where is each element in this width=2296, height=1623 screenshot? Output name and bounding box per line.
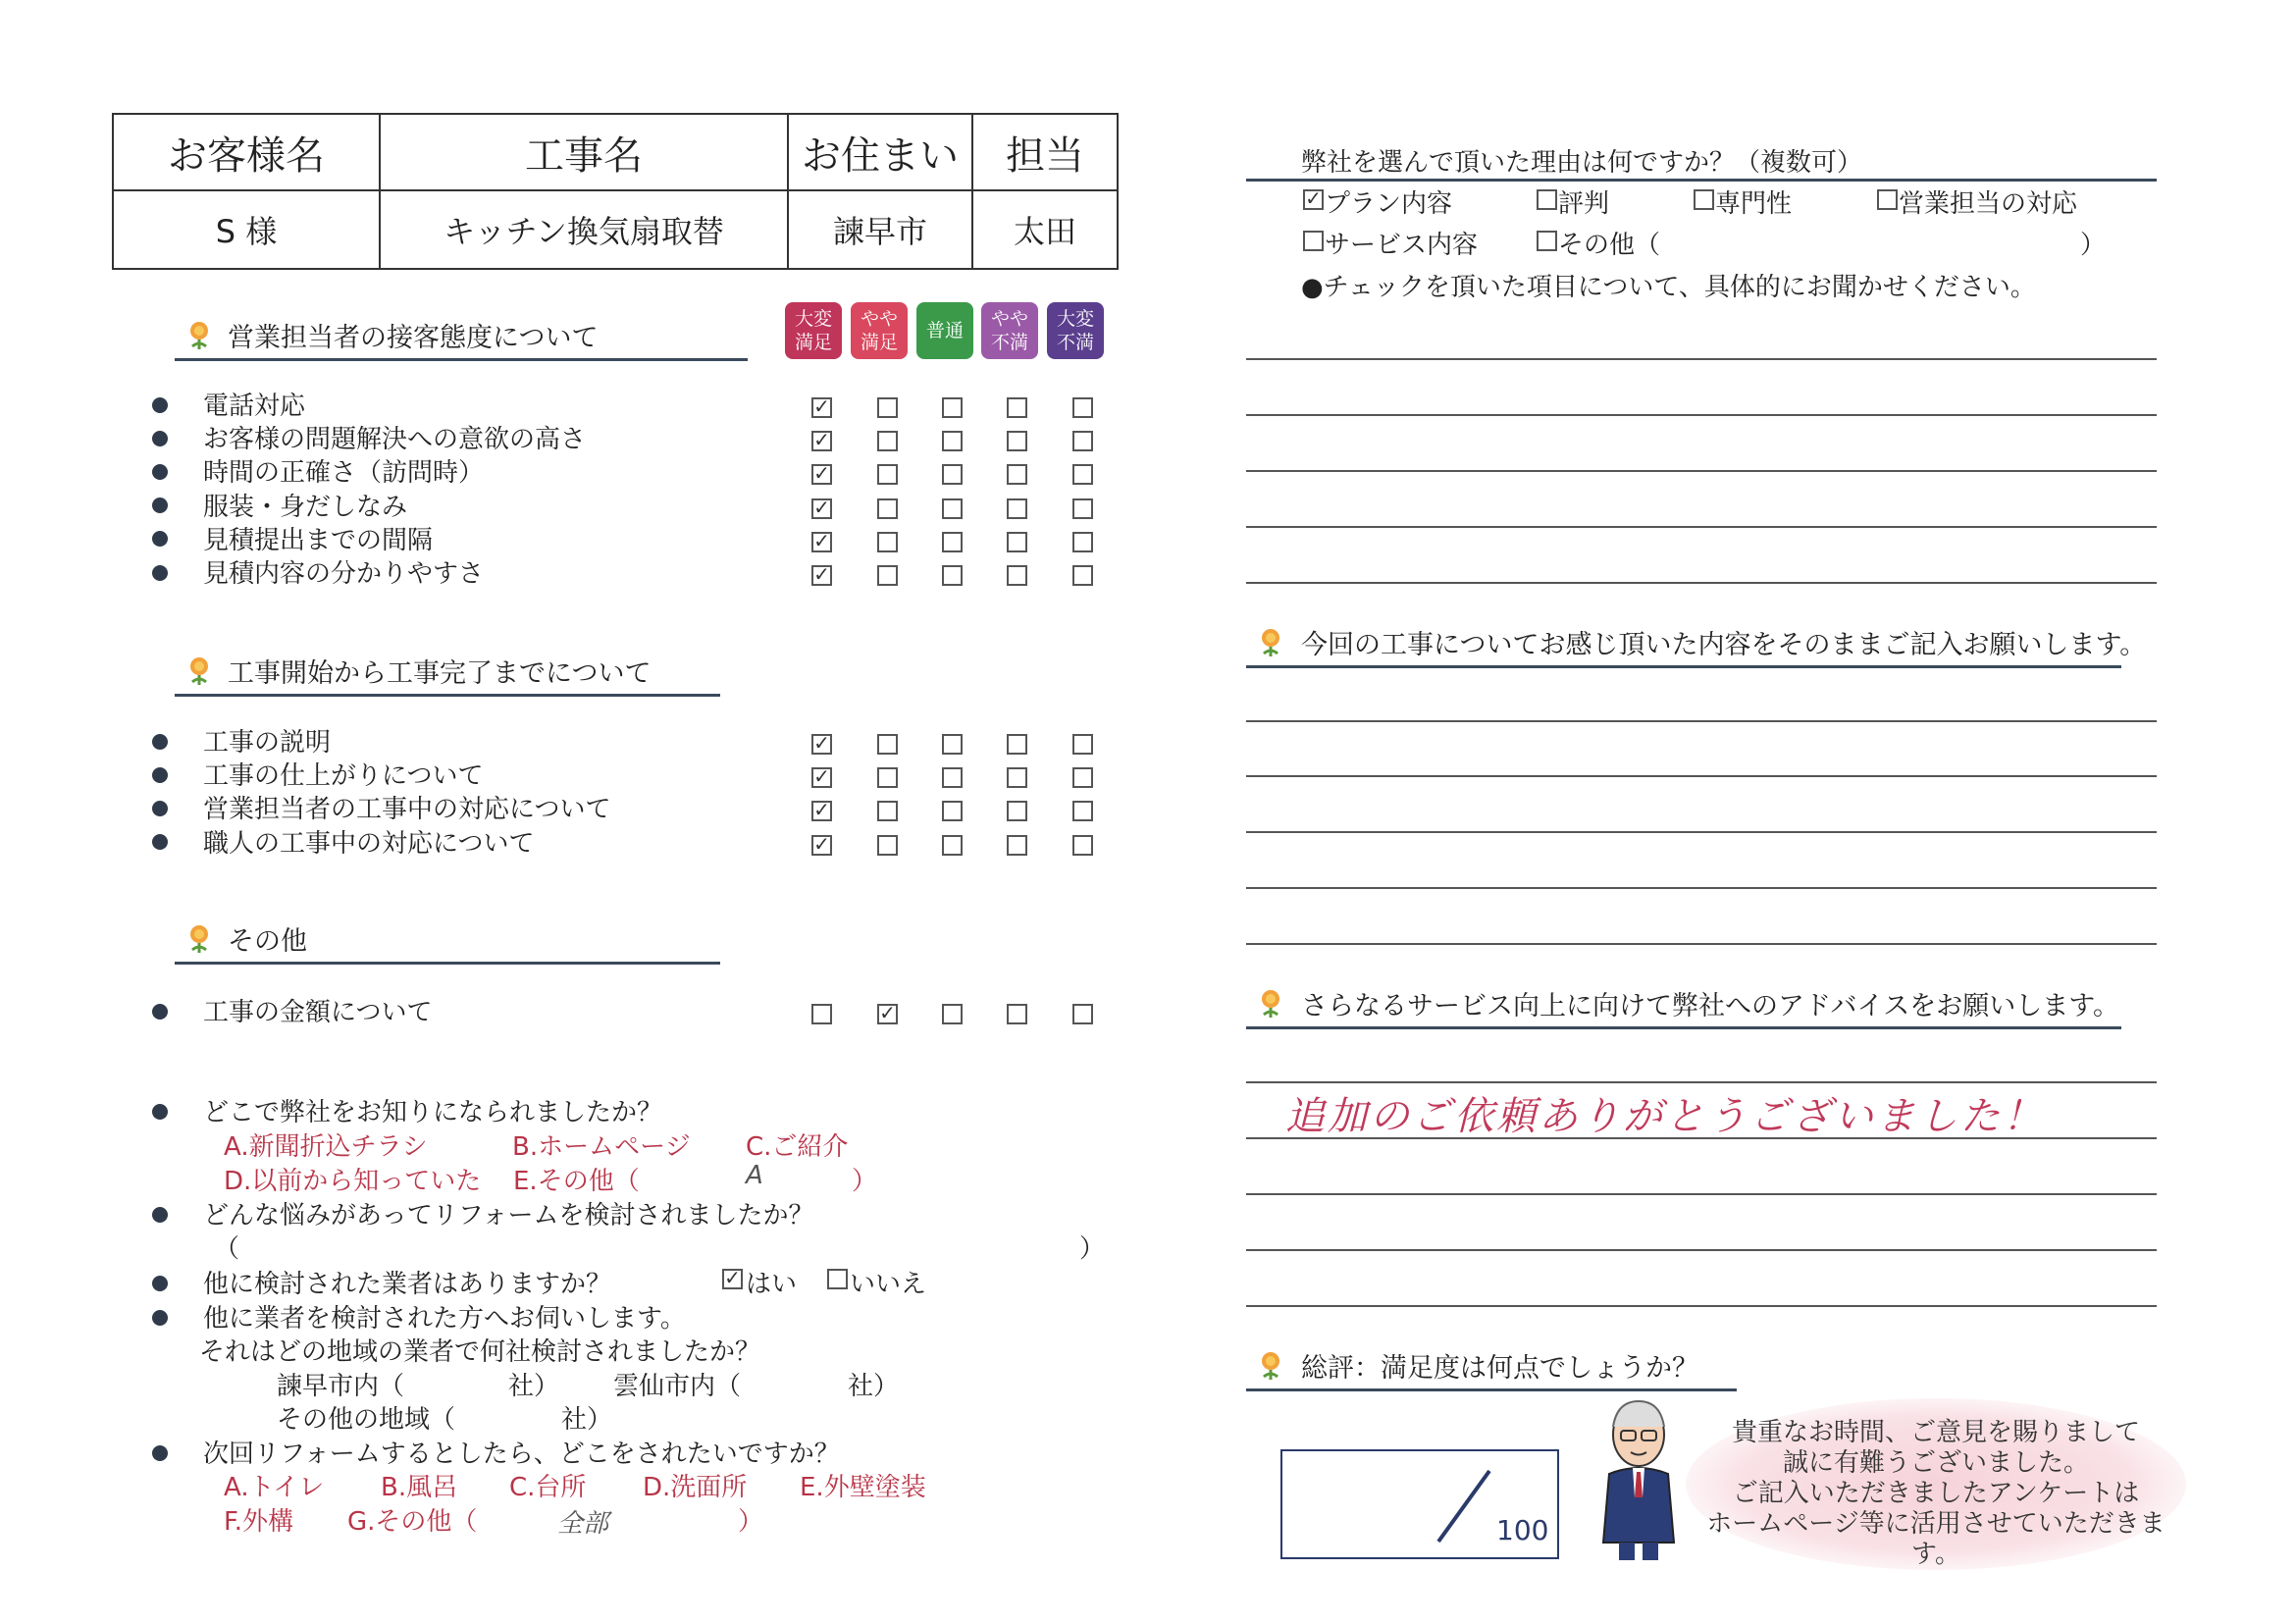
- section-sales-heading: [175, 319, 748, 361]
- next-opt-g[interactable]: G.その他（: [347, 1507, 478, 1537]
- reason-expertise-checkbox[interactable]: [1694, 189, 1714, 210]
- rating-checkbox[interactable]: [877, 498, 898, 519]
- rating-checkbox[interactable]: [877, 532, 898, 552]
- rating-item: [152, 423, 586, 456]
- rating-checkbox[interactable]: ✓: [811, 801, 832, 821]
- rating-checkbox[interactable]: [877, 835, 898, 856]
- flower-icon: [1256, 626, 1285, 659]
- section-work-title: 工事開始から工事完了までについて: [228, 658, 652, 689]
- rating-checkbox[interactable]: [1007, 734, 1027, 755]
- bullet-icon: [152, 1207, 168, 1223]
- source-opt-e-close: ）: [852, 1167, 878, 1196]
- question-next: 次回リフォームするとしたら、どこをされたいですか？: [152, 1434, 840, 1470]
- rating-item-label: 見積内容の分かりやすさ: [203, 559, 485, 589]
- reason-other-checkbox[interactable]: [1537, 231, 1557, 251]
- work-label: 工事名: [380, 114, 788, 190]
- rating-badge-1: 大変 満足: [785, 302, 842, 359]
- impression-answer-line[interactable]: [1246, 831, 2157, 833]
- rating-checkbox[interactable]: ✓: [811, 565, 832, 586]
- question-competitor-area: 他に業者を検討された方へお伺いします。: [152, 1298, 686, 1335]
- rating-checkbox[interactable]: ✓: [811, 498, 832, 519]
- residence-label: お住まい: [788, 114, 972, 190]
- next-opt-g-answer[interactable]: 全部: [557, 1509, 609, 1539]
- bullet-icon: [152, 734, 168, 750]
- rating-checkbox[interactable]: [942, 532, 963, 552]
- rating-item-label: 工事の説明: [203, 728, 332, 758]
- flower-icon: [1256, 1349, 1285, 1383]
- rating-item-label: 電話対応: [203, 392, 306, 421]
- source-opt-e[interactable]: E.その他（: [513, 1167, 640, 1196]
- others-area-label: その他の地域（: [277, 1405, 456, 1435]
- advice-answer-line[interactable]: [1246, 1081, 2157, 1083]
- rating-checkbox[interactable]: ✓: [811, 734, 832, 755]
- reason-answer-line[interactable]: [1246, 470, 2157, 472]
- work-value: キッチン換気扇取替: [380, 190, 788, 269]
- competitor-yes-checkbox[interactable]: ✓: [722, 1269, 743, 1289]
- section-sales-title: 営業担当者の接客態度について: [228, 323, 599, 353]
- advice-answer-line[interactable]: [1246, 1193, 2157, 1195]
- reason-service-checkbox[interactable]: [1303, 231, 1324, 251]
- advice-title: さらなるサービス向上に向けて弊社へのアドバイスをお願いします。: [1301, 991, 2120, 1021]
- unzen-label: 雲仙市内（: [613, 1372, 742, 1401]
- rating-checkbox[interactable]: [1072, 1004, 1093, 1024]
- bullet-icon: [152, 1310, 168, 1326]
- rating-item: [152, 827, 534, 861]
- rating-checkbox[interactable]: [1007, 431, 1027, 451]
- source-opt-c[interactable]: C.ご紹介: [746, 1132, 849, 1162]
- rating-item-label: 工事の金額について: [203, 998, 433, 1027]
- source-opt-e-answer[interactable]: A: [746, 1161, 763, 1190]
- flower-icon: [184, 922, 214, 956]
- next-opt-c[interactable]: C.台所: [509, 1473, 587, 1502]
- rating-item-label: 営業担当者の工事中の対応について: [203, 795, 611, 825]
- flower-icon: [184, 319, 214, 352]
- rating-checkbox[interactable]: [1007, 498, 1027, 519]
- rating-item: [152, 726, 331, 759]
- bullet-icon: [152, 464, 168, 480]
- source-opt-a[interactable]: A.新聞折込チラシ: [224, 1132, 428, 1162]
- rating-checkbox[interactable]: [1072, 801, 1093, 821]
- rating-item-label: 工事の仕上がりについて: [203, 761, 484, 792]
- isahaya-label: 諫早市内（: [277, 1372, 405, 1401]
- reason-expertise-label: 専門性: [1715, 189, 1793, 219]
- rating-checkbox[interactable]: [1007, 835, 1027, 856]
- rating-item-label: 時間の正確さ（訪問時）: [203, 458, 485, 489]
- flower-icon: [1256, 987, 1285, 1021]
- reason-detail-prompt: ●チェックを頂いた項目について、具体的にお聞かせください。: [1301, 273, 2036, 302]
- reason-plan-label: プラン内容: [1325, 189, 1453, 219]
- score-max: 100: [1496, 1514, 1549, 1546]
- next-opt-d[interactable]: D.洗面所: [643, 1473, 748, 1502]
- impression-answer-line[interactable]: [1246, 887, 2157, 889]
- bullet-icon: [152, 397, 168, 413]
- rating-checkbox[interactable]: [877, 801, 898, 821]
- bullet-icon: [152, 531, 168, 547]
- rating-checkbox[interactable]: [1007, 532, 1027, 552]
- reason-other-label: その他（: [1558, 231, 1661, 260]
- rating-item-label: 見積提出までの間隔: [203, 525, 434, 555]
- reason-sales-label: 営業担当の対応: [1899, 189, 2078, 219]
- rating-checkbox[interactable]: [1007, 1004, 1027, 1024]
- rating-checkbox[interactable]: [877, 431, 898, 451]
- rating-checkbox[interactable]: [1072, 498, 1093, 519]
- question-source: どこで弊社をお知りになられましたか？: [152, 1092, 662, 1128]
- rating-badge-2: やや 満足: [851, 302, 908, 359]
- rating-checkbox[interactable]: ✓: [811, 397, 832, 418]
- rating-badge-5: 大変 不満: [1047, 302, 1104, 359]
- rating-checkbox[interactable]: [1007, 397, 1027, 418]
- score-box[interactable]: [1280, 1449, 1559, 1559]
- rating-checkbox[interactable]: [1072, 565, 1093, 586]
- reason-answer-line[interactable]: [1246, 526, 2157, 528]
- rating-checkbox[interactable]: [1007, 767, 1027, 788]
- advice-heading: [1246, 987, 2121, 1029]
- rating-item-label: お客様の問題解決への意欲の高さ: [203, 425, 587, 455]
- reason-plan-checkbox[interactable]: ✓: [1303, 189, 1324, 210]
- reason-title-underline: [1246, 179, 2157, 182]
- rating-checkbox[interactable]: [877, 565, 898, 586]
- rating-checkbox[interactable]: [1007, 801, 1027, 821]
- reason-sales-checkbox[interactable]: [1877, 189, 1898, 210]
- rating-checkbox[interactable]: ✓: [811, 532, 832, 552]
- customer-value: S 様: [113, 190, 380, 269]
- competitor-yes-label: はい: [746, 1270, 798, 1299]
- rating-checkbox[interactable]: [1072, 734, 1093, 755]
- bullet-icon: [152, 1104, 168, 1120]
- isahaya-count-unit: 社）: [508, 1372, 560, 1401]
- reason-answer-line[interactable]: [1246, 582, 2157, 584]
- rating-item: [152, 793, 610, 826]
- competitor-no-checkbox[interactable]: [827, 1269, 848, 1289]
- bullet-icon: [152, 1276, 168, 1291]
- residence-value: 諫早市: [788, 190, 972, 269]
- bullet-icon: [152, 767, 168, 783]
- rating-checkbox[interactable]: [942, 734, 963, 755]
- impression-answer-line[interactable]: [1246, 775, 2157, 777]
- rating-item: [152, 524, 433, 557]
- reason-title: 弊社を選んで頂いた理由は何ですか？（複数可）: [1301, 148, 1863, 178]
- bullet-icon: [152, 1004, 168, 1020]
- rating-checkbox[interactable]: ✓: [811, 464, 832, 485]
- rating-item: [152, 996, 432, 1029]
- impression-answer-line[interactable]: [1246, 943, 2157, 945]
- rating-item: [152, 491, 407, 524]
- reason-other-close: ）: [2080, 231, 2107, 260]
- rating-checkbox[interactable]: [942, 565, 963, 586]
- rating-checkbox[interactable]: ✓: [811, 767, 832, 788]
- impression-title: 今回の工事についてお感じ頂いた内容をそのままご記入お願いします。: [1301, 630, 2147, 660]
- source-opt-d[interactable]: D.以前から知っていた: [224, 1167, 482, 1196]
- question-concern: どんな悩みがあってリフォームを検討されましたか？: [152, 1195, 813, 1231]
- bullet-icon: [152, 1445, 168, 1461]
- rating-checkbox[interactable]: [811, 1004, 832, 1024]
- rating-checkbox[interactable]: [942, 835, 963, 856]
- section-other-heading: [175, 922, 720, 965]
- rating-checkbox[interactable]: [1072, 431, 1093, 451]
- rating-checkbox[interactable]: [1072, 532, 1093, 552]
- rating-checkbox[interactable]: [942, 431, 963, 451]
- rating-checkbox[interactable]: ✓: [811, 835, 832, 856]
- flower-icon: [184, 654, 214, 688]
- advice-handwritten-answer: 追加のご依頼ありがとうございました！: [1285, 1094, 2045, 1139]
- rating-item: [152, 456, 484, 490]
- bullet-icon: [152, 801, 168, 816]
- rating-checkbox[interactable]: ✓: [811, 431, 832, 451]
- rating-checkbox[interactable]: [1072, 767, 1093, 788]
- customer-label: お客様名: [113, 114, 380, 190]
- next-opt-e[interactable]: E.外壁塗装: [800, 1473, 926, 1502]
- score-heading: [1246, 1349, 1737, 1391]
- reason-reputation-checkbox[interactable]: [1537, 189, 1557, 210]
- next-opt-f[interactable]: F.外構: [224, 1507, 294, 1537]
- rating-checkbox[interactable]: [877, 734, 898, 755]
- rating-checkbox[interactable]: [942, 397, 963, 418]
- rating-item: [152, 759, 483, 793]
- section-other-title: その他: [228, 926, 307, 957]
- next-opt-a[interactable]: A.トイレ: [224, 1473, 325, 1502]
- staff-value: 太田: [972, 190, 1118, 269]
- rating-badge-3: 普通: [916, 302, 973, 359]
- rating-checkbox[interactable]: [1072, 835, 1093, 856]
- rating-checkbox[interactable]: [1007, 464, 1027, 485]
- rating-checkbox[interactable]: ✓: [877, 1004, 898, 1024]
- bullet-icon: [152, 431, 168, 446]
- bullet-icon: [152, 565, 168, 581]
- thanks-message: 貴重なお時間、ご意見を賜りまして 誠に有難うございました。 ご記入いただきましたアンケートは ホームページ等に活用させていただきます。: [1706, 1418, 2166, 1569]
- score-slash-icon: [1435, 1467, 1493, 1545]
- competitor-no-label: いいえ: [850, 1270, 927, 1299]
- rating-badge-4: やや 不満: [981, 302, 1038, 359]
- others-count-unit: 社）: [561, 1405, 613, 1435]
- question-competitor: 他に検討された業者はありますか？: [152, 1264, 611, 1300]
- source-opt-b[interactable]: B.ホームページ: [512, 1132, 691, 1162]
- competitor-area-q2: それはどの地域の業者で何社検討されましたか？: [199, 1337, 761, 1367]
- rating-checkbox[interactable]: [942, 464, 963, 485]
- reason-answer-line[interactable]: [1246, 414, 2157, 416]
- rating-checkbox[interactable]: [877, 464, 898, 485]
- bullet-icon: [152, 834, 168, 850]
- rating-checkbox[interactable]: [942, 1004, 963, 1024]
- rating-item-label: 服装・身だしなみ: [203, 492, 408, 522]
- rating-item: [152, 390, 305, 423]
- rating-item: [152, 557, 484, 591]
- rating-checkbox[interactable]: [877, 397, 898, 418]
- reason-service-label: サービス内容: [1325, 231, 1479, 260]
- staff-label: 担当: [972, 114, 1118, 190]
- impression-heading: [1246, 626, 2147, 668]
- unzen-count-unit: 社）: [848, 1372, 900, 1401]
- section-work-heading: [175, 654, 720, 697]
- next-opt-b[interactable]: B.風呂: [381, 1473, 458, 1502]
- reason-answer-line[interactable]: [1246, 358, 2157, 360]
- next-opt-g-close: ）: [738, 1507, 764, 1537]
- score-title: 総評：満足度は何点でしょうか？: [1301, 1353, 1698, 1384]
- advice-answer-line[interactable]: [1246, 1305, 2157, 1307]
- rating-checkbox[interactable]: [1072, 464, 1093, 485]
- rating-checkbox[interactable]: [1072, 397, 1093, 418]
- president-mascot-icon: [1590, 1393, 1688, 1565]
- concern-open: （: [214, 1234, 240, 1264]
- rating-checkbox[interactable]: [877, 767, 898, 788]
- advice-answer-line[interactable]: [1246, 1249, 2157, 1251]
- rating-checkbox[interactable]: [942, 801, 963, 821]
- reason-reputation-label: 評判: [1558, 189, 1610, 219]
- rating-checkbox[interactable]: [942, 498, 963, 519]
- impression-answer-line[interactable]: [1246, 720, 2157, 722]
- rating-item-label: 職人の工事中の対応について: [203, 828, 535, 859]
- bullet-icon: [152, 497, 168, 513]
- rating-checkbox[interactable]: [1007, 565, 1027, 586]
- customer-info-table: [112, 113, 1119, 270]
- rating-checkbox[interactable]: [942, 767, 963, 788]
- concern-close: ）: [1079, 1234, 1106, 1264]
